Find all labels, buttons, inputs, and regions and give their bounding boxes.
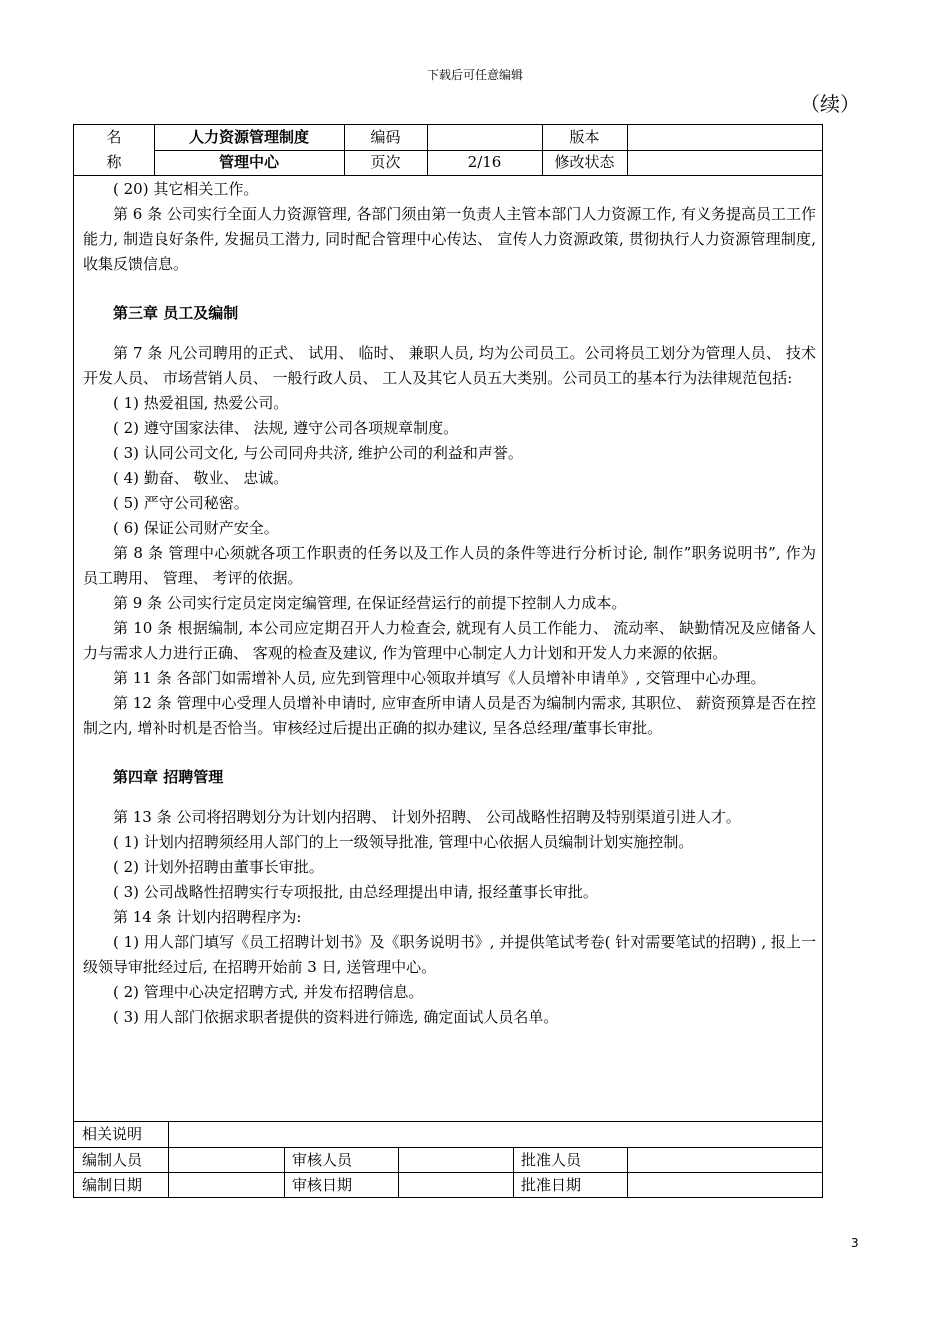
- list-item: ( 6) 保证公司财产安全。: [113, 519, 279, 537]
- chapter-3-heading: 第三章 员工及编制: [113, 304, 239, 322]
- name-label: 名: [106, 128, 122, 146]
- article-14: 第 14 条 计划内招聘程序为:: [113, 908, 302, 926]
- article-8: 第 8 条 管理中心须就各项工作职责的任务以及工作人员的条件等进行分析讨论, 制作”职务说明书”, 作为员工聘用、 管理、 考评的依据。: [83, 544, 816, 587]
- approver-value: [627, 1148, 822, 1173]
- author-value: [168, 1148, 284, 1173]
- doc-title: 人力资源管理制度: [188, 128, 309, 146]
- approver-label: 批准人员: [521, 1151, 582, 1169]
- list-item: ( 3) 用人部门依据求职者提供的资料进行筛选, 确定面试人员名单。: [113, 1008, 559, 1026]
- review-date-value: [398, 1173, 513, 1198]
- list-item: ( 5) 严守公司秘密。: [113, 494, 249, 512]
- article-12: 第 12 条 管理中心受理人员增补申请时, 应审查所申请人员是否为编制内需求, 其职位、 薪资预算是否在控制之内, 增补时机是否恰当。审核经过后提出正确的拟办建议, 呈各总经理/董事长审批。: [83, 694, 816, 737]
- list-item: ( 4) 勤奋、 敬业、 忠诚。: [113, 469, 289, 487]
- article-11: 第 11 条 各部门如需增补人员, 应先到管理中心领取并填写《人员增补申请单》, 交管理中心办理。: [113, 669, 766, 687]
- revision-label: 修改状态: [554, 153, 615, 171]
- notes-label: 相关说明: [82, 1125, 143, 1143]
- notes-value: [168, 1122, 822, 1147]
- code-label: 编码: [370, 128, 401, 146]
- code-value: [427, 125, 542, 150]
- dates-row: [74, 1173, 822, 1198]
- approve-date-value: [627, 1173, 822, 1198]
- page-value: 2/16: [467, 153, 502, 171]
- chapter-4-heading: 第四章 招聘管理: [113, 768, 224, 786]
- revision-value: [627, 150, 822, 175]
- list-item: ( 3) 公司战略性招聘实行专项报批, 由总经理提出申请, 报经董事长审批。: [113, 883, 598, 901]
- top-note: 下载后可任意编辑: [426, 68, 523, 82]
- header-row-2: [74, 150, 822, 175]
- list-item: ( 3) 认同公司文化, 与公司同舟共济, 维护公司的利益和声誉。: [113, 444, 523, 462]
- author-date-label: 编制日期: [82, 1176, 143, 1194]
- continued-mark: （续）: [800, 92, 860, 116]
- paragraph: ( 20) 其它相关工作。: [113, 180, 259, 198]
- approve-date-label: 批准日期: [521, 1176, 582, 1194]
- list-item: ( 2) 遵守国家法律、 法规, 遵守公司各项规章制度。: [113, 419, 459, 437]
- name-label-2: 称: [106, 153, 122, 171]
- document-form: [73, 124, 823, 1198]
- signers-row: [74, 1148, 822, 1173]
- list-item: ( 2) 计划外招聘由董事长审批。: [113, 858, 324, 876]
- article-13: 第 13 条 公司将招聘划分为计划内招聘、 计划外招聘、 公司战略性招聘及特别渠道引进人才。: [113, 808, 741, 826]
- author-label: 编制人员: [82, 1151, 143, 1169]
- list-item: ( 1) 用人部门填写《员工招聘计划书》及《职务说明书》, 并提供笔试考卷( 针对需要笔试的招聘) , 报上一级领导审批经过后, 在招聘开始前 3 日, 送管理中心。: [83, 933, 816, 976]
- article-6: 第 6 条 公司实行全面人力资源管理, 各部门须由第一负责人主管本部门人力资源工作, 有义务提高员工工作能力, 制造良好条件, 发掘员工潜力, 同时配合管理中心传达、 宣传人力资源政策, 贯彻执行人力资源管理制度, 收集反馈信息。: [83, 205, 816, 273]
- document-body: [83, 177, 816, 1030]
- list-item: ( 1) 计划内招聘须经用人部门的上一级领导批准, 管理中心依据人员编制计划实施控制。: [113, 833, 694, 851]
- article-10: 第 10 条 根据编制, 本公司应定期召开人力检查会, 就现有人员工作能力、 流动率、 缺勤情况及应储备人力与需求人力进行正确、 客观的检查及建议, 作为管理中心制定人力计划和开发人力来源的依据。: [83, 619, 816, 662]
- reviewer-value: [398, 1148, 513, 1173]
- grid-line: [74, 175, 822, 176]
- review-date-label: 审核日期: [292, 1176, 353, 1194]
- version-value: [627, 125, 822, 150]
- author-date-value: [168, 1173, 284, 1198]
- version-label: 版本: [569, 128, 600, 146]
- reviewer-label: 审核人员: [292, 1151, 353, 1169]
- notes-row: [74, 1122, 822, 1147]
- department: 管理中心: [218, 153, 279, 171]
- header-row-1: [74, 125, 822, 150]
- article-9: 第 9 条 公司实行定员定岗定编管理, 在保证经营运行的前提下控制人力成本。: [113, 594, 627, 612]
- list-item: ( 1) 热爱祖国, 热爱公司。: [113, 394, 289, 412]
- list-item: ( 2) 管理中心决定招聘方式, 并发布招聘信息。: [113, 983, 424, 1001]
- page-label: 页次: [370, 153, 401, 171]
- page-number: 3: [851, 1236, 859, 1250]
- article-7: 第 7 条 凡公司聘用的正式、 试用、 临时、 兼职人员, 均为公司员工。公司将员工划分为管理人员、 技术开发人员、 市场营销人员、 一般行政人员、 工人及其它人员五大类别。公司员工的基本行为法律规范包括:: [83, 344, 816, 387]
